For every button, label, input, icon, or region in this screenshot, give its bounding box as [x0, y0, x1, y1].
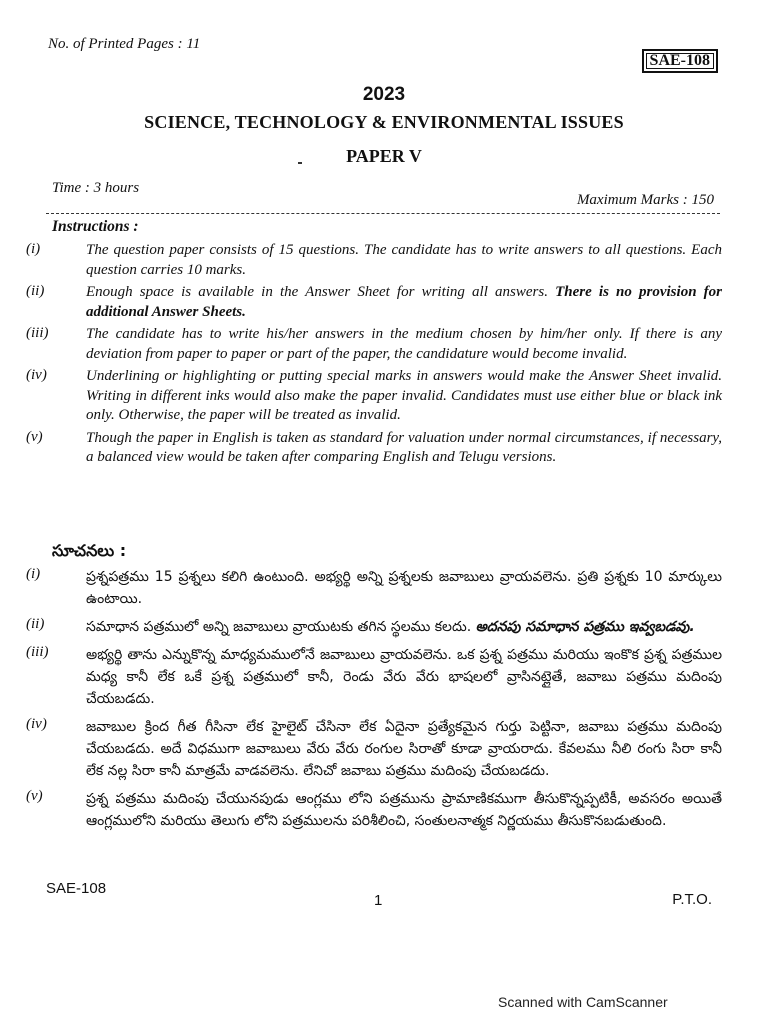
divider-rule — [46, 213, 720, 214]
item-number: (ii) — [26, 616, 45, 632]
item-number: (v) — [26, 788, 43, 804]
item-text — [86, 283, 722, 322]
item-number: (v) — [26, 428, 43, 445]
item-text: ప్రశ్న పత్రము మదింపు చేయునపుడు ఆంగ్లము లోని పత్రమును ప్రామాణికముగా తీసుకొన్నప్పటికీ, అవసరం అయితే ఆంగ్లములోని మరియు తెలుగు లోని పత్రములను పరిశీలించి, సంతులనాత్మక నిర్ణయము తీసుకొనబడుతుంది. — [86, 791, 722, 829]
telugu-instruction-item — [26, 644, 722, 710]
footer-paper-code: SAE-108 — [46, 880, 107, 897]
please-turn-over: P.T.O. — [672, 891, 712, 908]
scanner-watermark: Scanned with CamScanner — [498, 994, 668, 1010]
item-number: (i) — [26, 566, 41, 582]
maximum-marks: Maximum Marks : 150 — [576, 192, 714, 208]
item-number: (iii) — [26, 325, 49, 341]
instruction-item — [26, 367, 722, 426]
item-text: ప్రశ్నపత్రము 15 ప్రశ్నలు కలిగి ఉంటుంది. అభ్యర్థి అన్ని ప్రశ్నలకు జవాబులు వ్రాయవలెను. ప్రతి ప్రశ్నకు 10 మార్కులు ఉంటాయి. — [86, 569, 722, 607]
item-text-bold: అదనపు సమాధాన పత్రము ఇవ్వబడవు. — [475, 619, 695, 635]
telugu-instructions-heading: సూచనలు : — [52, 541, 127, 560]
item-text: Underlining or highlighting or putting special marks in answers would make the Answer Sheet invalid. Writing in different inks would also make the paper invalid. Candidates must use either blue or black ink only. Otherwise, the paper will be treated as invalid. — [86, 368, 722, 423]
item-number: (ii) — [26, 283, 45, 299]
item-text: జవాబుల క్రింద గీత గీసినా లేక హైలైట్ చేసినా లేక ఏదైనా ప్రత్యేకమైన గుర్తు పెట్టినా, జవాబు పత్రము మదింపు చేయబడదు. అదే విధముగా జవాబులు వేరు వేరు రంగుల సిరాతో కూడా వ్రాయరాదు. కేవలము నీలి రంగు సిరా కానీ లేక నల్ల సిరా కానీ మాత్రమే వాడవలెను. లేనిచో జవాబు పత్రము మదింపు చేయబడదు. — [86, 719, 722, 779]
paper-code-box: SAE-108 — [642, 49, 718, 73]
paper-number: PAPER V — [346, 146, 422, 166]
instruction-item — [26, 429, 722, 468]
printed-pages: No. of Printed Pages : 11 — [48, 36, 201, 52]
telugu-instruction-item — [26, 716, 722, 782]
subject-title: SCIENCE, TECHNOLOGY & ENVIRONMENTAL ISSUES — [144, 112, 624, 132]
instruction-item — [26, 283, 722, 322]
telugu-instruction-item — [26, 566, 722, 610]
item-text: Though the paper in English is taken as standard for valuation under normal circumstances, if necessary, a balanced view would be taken after comparing English and Telugu versions. — [86, 429, 722, 465]
item-text-bold: There is no provision for additional Answer Sheets. — [86, 284, 723, 320]
time-allowed: Time : 3 hours — [52, 180, 140, 196]
telugu-instructions-list — [26, 566, 722, 838]
item-text: The candidate has to write his/her answers in the medium chosen by him/her only. If there is any deviation from paper to paper or part of the paper, the candidature would become invalid. — [86, 326, 722, 362]
item-text: అభ్యర్థి తాను ఎన్నుకొన్న మాధ్యమములోనే జవాబులు వ్రాయవలెను. ఒక ప్రశ్న పత్రము మరియు ఇంకొక ప్రశ్న పత్రముల మధ్య కానీ లేక ఒకే ప్రశ్న పత్రములో కానీ, రెండు వేరు వేరు భాషలలో వ్రాసినట్లైతే, జవాబు పత్రము మదింపు చేయబడదు. — [86, 647, 722, 707]
page-number: 1 — [374, 892, 383, 909]
item-text-plain: సమాధాన పత్రములో అన్ని జవాబులు వ్రాయుటకు తగిన స్థలము కలదు. — [86, 619, 472, 635]
instruction-item — [26, 241, 722, 280]
english-instructions-list — [26, 241, 722, 471]
item-number: (iii) — [26, 644, 49, 660]
item-text: The question paper consists of 15 questions. The candidate has to write answers to all questions. Each question carries 10 marks. — [86, 242, 722, 278]
exam-year: 2023 — [362, 84, 406, 105]
instruction-item — [26, 325, 722, 364]
instructions-heading: Instructions : — [52, 218, 139, 235]
item-text-plain: Enough space is available in the Answer Sheet for writing all answers. — [86, 284, 548, 300]
item-number: (i) — [26, 241, 41, 257]
item-text — [86, 616, 722, 638]
item-number: (iv) — [26, 716, 47, 732]
telugu-instruction-item — [26, 788, 722, 832]
item-number: (iv) — [26, 367, 47, 383]
telugu-instruction-item — [26, 616, 722, 638]
